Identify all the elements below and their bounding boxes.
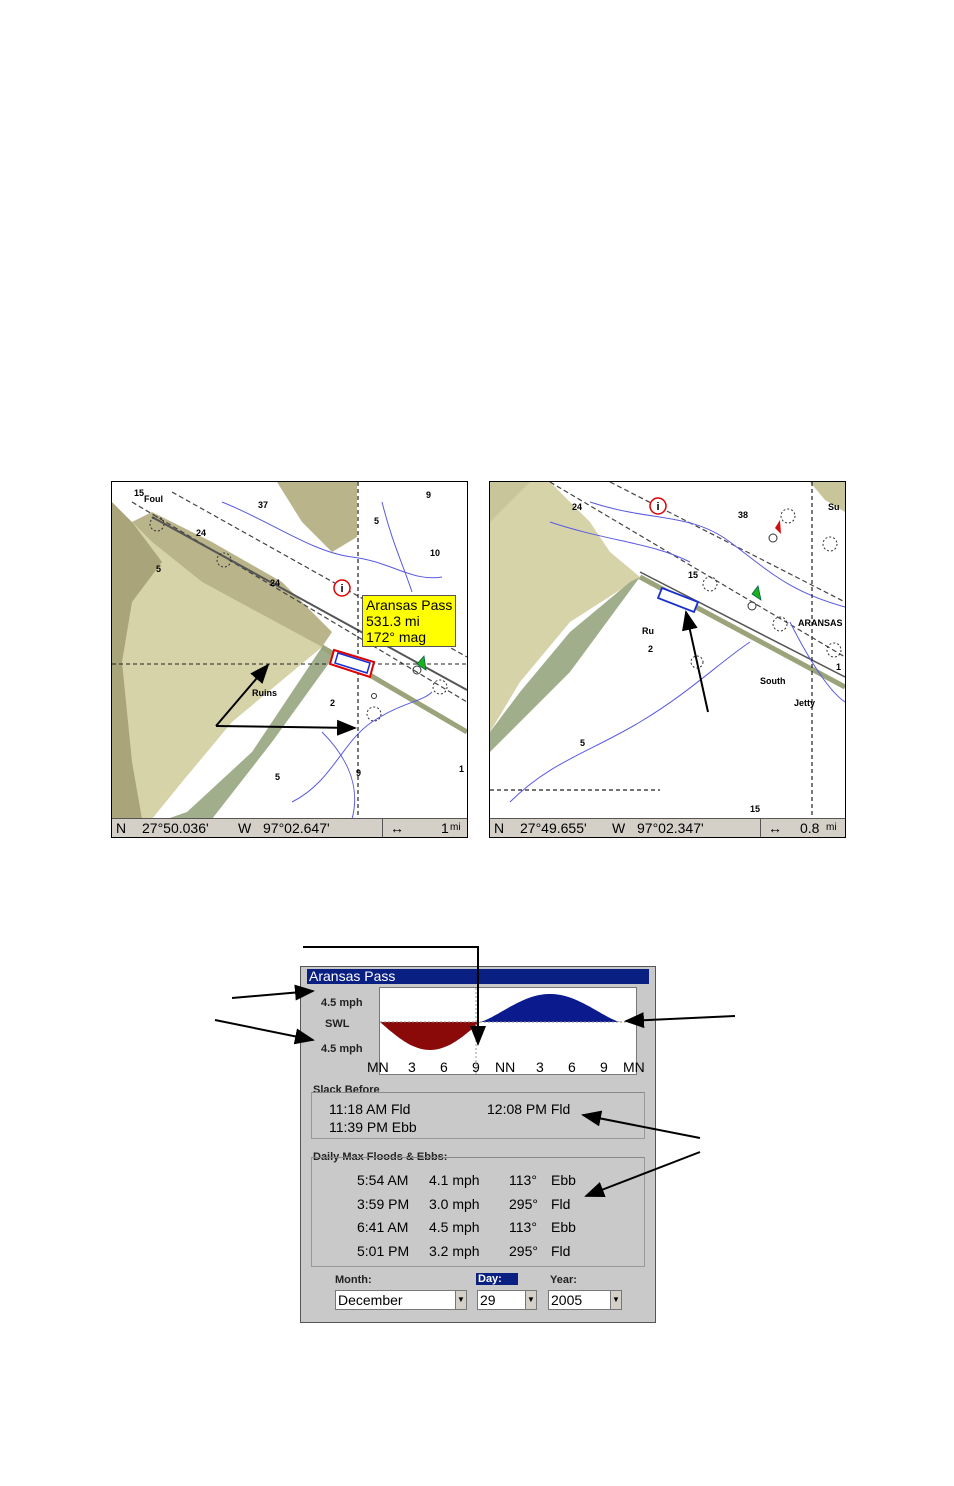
x-tick-label: 3	[536, 1059, 544, 1075]
depth-5: 5	[580, 738, 586, 748]
year-value: 2005	[551, 1292, 583, 1308]
depth-5b: 5	[374, 516, 380, 526]
x-tick-label: 9	[600, 1059, 608, 1075]
max-row-time: 3:59 PM	[357, 1195, 410, 1212]
x-tick-label: 6	[568, 1059, 576, 1075]
y-axis-bottom: 4.5 mph	[321, 1043, 363, 1055]
callout-distance: 531.3 mi	[366, 613, 420, 629]
slack-header: Slack Before	[313, 1084, 380, 1096]
y-axis-mid: SWL	[325, 1018, 350, 1030]
svg-text:i: i	[656, 501, 660, 513]
label-south: South	[760, 676, 786, 686]
x-tick-label: NN	[495, 1059, 516, 1075]
label-ruins: Ruins	[252, 688, 278, 698]
max-row-type: Ebb	[551, 1219, 576, 1235]
depth-2: 2	[648, 644, 654, 654]
x-tick-label: 6	[440, 1059, 448, 1075]
lat-hemisphere: N	[494, 820, 505, 836]
max-row-dir: 295°	[509, 1195, 538, 1212]
zoom-unit: mi	[450, 822, 461, 833]
depth-24: 24	[572, 502, 583, 512]
depth-24b: 24	[270, 578, 281, 588]
max-row-type: Fld	[551, 1242, 571, 1259]
slack-1: 11:18 AM Fld	[329, 1101, 411, 1117]
max-row-time: 6:41 AM	[357, 1219, 409, 1235]
latitude: 27°50.036'	[142, 820, 209, 836]
depth-24a: 24	[196, 528, 207, 538]
max-row-dir: 295°	[509, 1242, 538, 1259]
y-axis-top: 4.5 mph	[321, 997, 363, 1009]
max-row-time: 5:54 AM	[357, 1172, 409, 1188]
slack-3: 11:39 PM Ebb	[329, 1119, 417, 1135]
label-su: Su	[828, 502, 840, 512]
depth-15a: 15	[688, 570, 699, 580]
depth-15: 15	[134, 488, 145, 498]
lon-hemisphere: W	[238, 820, 252, 836]
label-jetty: Jetty	[794, 698, 816, 708]
month-value: December	[338, 1292, 403, 1308]
depth-1: 1	[459, 764, 465, 774]
lat-hemisphere: N	[116, 820, 127, 836]
depth-5c: 5	[275, 772, 281, 782]
max-row-type: Ebb	[551, 1172, 576, 1188]
max-row-speed: 4.5 mph	[429, 1219, 480, 1235]
zoom-range-icon: ↔	[390, 820, 404, 836]
day-value: 29	[480, 1292, 496, 1308]
depth-10: 10	[430, 548, 441, 558]
callout-name: Aransas Pass	[366, 597, 453, 613]
depth-9: 9	[426, 490, 432, 500]
tide-window-title: Aransas Pass	[307, 969, 649, 984]
callout-bearing: 172° mag	[366, 629, 427, 645]
x-tick-label: MN	[623, 1059, 645, 1075]
label-foul: Foul	[144, 494, 163, 504]
x-tick-label: 9	[472, 1059, 480, 1075]
month-label: Month:	[335, 1274, 372, 1286]
year-label: Year:	[550, 1274, 577, 1286]
zoom-value: 1	[441, 820, 449, 836]
depth-5a: 5	[156, 564, 162, 574]
depth-37: 37	[258, 500, 269, 510]
longitude: 97°02.347'	[637, 820, 704, 836]
zoom-unit: mi	[826, 822, 837, 833]
slack-2: 12:08 PM Fld	[487, 1101, 571, 1117]
depth-9b: 9	[356, 768, 362, 778]
depth-38: 38	[738, 510, 749, 520]
zoom-value: 0.8	[800, 820, 820, 836]
depth-1: 1	[836, 662, 842, 672]
x-tick-label: 3	[408, 1059, 416, 1075]
chevron-down-icon: ▼	[455, 1291, 466, 1309]
max-row-speed: 3.0 mph	[429, 1195, 480, 1212]
latitude: 27°49.655'	[520, 820, 587, 836]
label-aransas: ARANSAS	[798, 618, 843, 628]
max-row-dir: 113°	[509, 1172, 537, 1188]
chevron-down-icon: ▼	[610, 1291, 621, 1309]
max-row-speed: 4.1 mph	[429, 1172, 480, 1188]
svg-text:i: i	[340, 583, 344, 595]
max-header: Daily Max Floods & Ebbs:	[313, 1151, 448, 1163]
chevron-down-icon: ▼	[525, 1291, 536, 1309]
max-row-type: Fld	[551, 1195, 571, 1212]
day-label: Day:	[476, 1273, 518, 1285]
longitude: 97°02.647'	[263, 820, 330, 836]
max-row-dir: 113°	[509, 1219, 537, 1235]
label-ru: Ru	[642, 626, 654, 636]
depth-15b: 15	[750, 804, 761, 814]
depth-2: 2	[330, 698, 336, 708]
max-row-time: 5:01 PM	[357, 1242, 410, 1259]
zoom-range-icon: ↔	[768, 820, 782, 836]
lon-hemisphere: W	[612, 820, 626, 836]
max-row-speed: 3.2 mph	[429, 1242, 480, 1259]
x-tick-label: MN	[367, 1059, 389, 1075]
